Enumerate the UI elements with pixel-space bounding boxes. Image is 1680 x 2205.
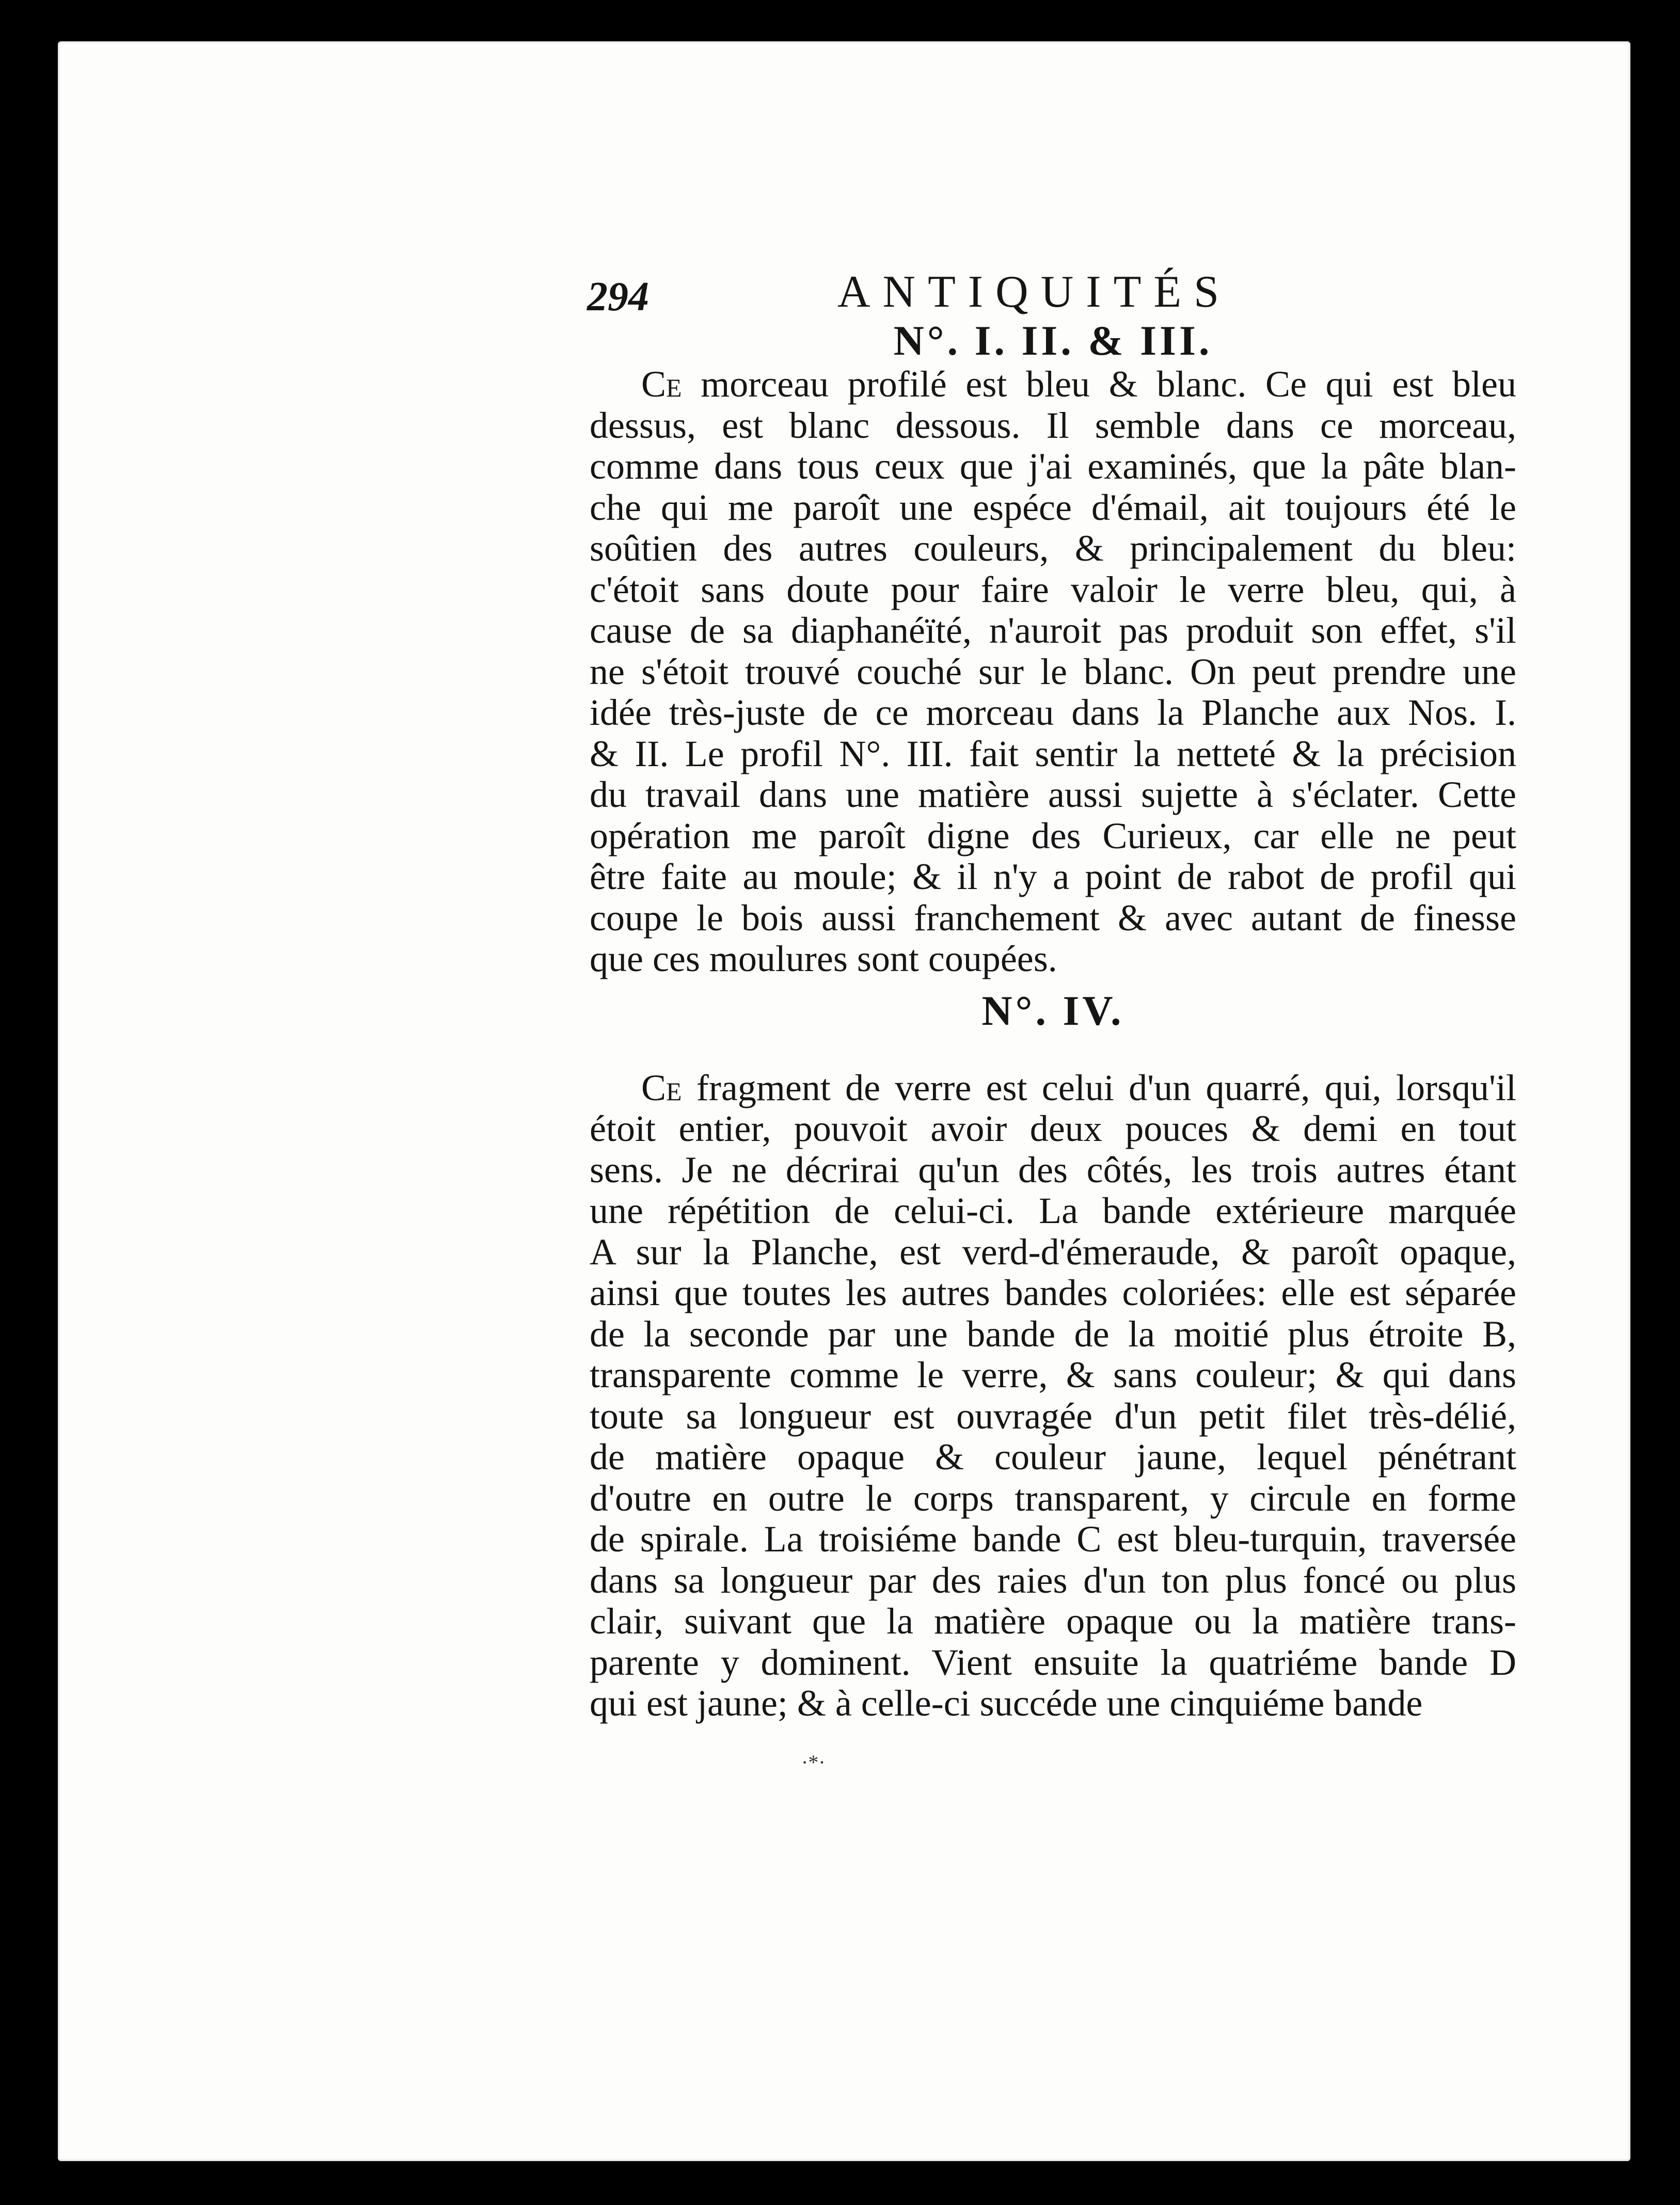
text-line <box>590 734 1516 775</box>
line-text: A sur la Planche, est verd-d'émeraude, & paroît opaque, <box>590 1231 1516 1273</box>
line-text: ainsi que toutes les autres bandes coloriées: elle est séparée <box>590 1272 1516 1313</box>
line-text: coupe le bois aussi franchement & avec autant de finesse <box>590 897 1516 939</box>
line-text: cause de sa diaphanéïté, n'auroit pas produit son effet, s'il <box>590 610 1516 651</box>
line-text: idée très-juste de ce morceau dans la Planche aux Nos. I. <box>590 692 1516 733</box>
text-line <box>590 1519 1516 1560</box>
section-heading: N°. IV. <box>981 987 1124 1034</box>
line-text: parente y dominent. Vient ensuite la quatriéme bande D <box>590 1641 1516 1683</box>
line-text: du travail dans une matière aussi sujette à s'éclater. Cette <box>590 774 1516 815</box>
text-line <box>590 569 1516 611</box>
text-line <box>590 1355 1516 1396</box>
running-head <box>587 261 1516 320</box>
text-line <box>590 1314 1516 1355</box>
line-text: une répétition de celui-ci. La bande extérieure marquée <box>590 1190 1516 1231</box>
text-line <box>590 1108 1516 1150</box>
line-text: de la seconde par une bande de la moitié plus étroite B, <box>590 1313 1516 1355</box>
text-line <box>590 1478 1516 1519</box>
text-line <box>590 446 1516 487</box>
text-line <box>590 1191 1516 1232</box>
line-text: qui est jaune; & à celle-ci succéde une cinquiéme bande <box>590 1683 1423 1724</box>
paragraph <box>590 364 1516 980</box>
text-line <box>590 1560 1516 1601</box>
text-line <box>590 487 1516 529</box>
text-line <box>590 692 1516 734</box>
line-text: & II. Le profil N°. III. fait sentir la netteté & la précision <box>590 733 1516 774</box>
line-text: transparente comme le verre, & sans couleur; & qui dans <box>590 1354 1516 1395</box>
line-text: sens. Je ne décrirai qu'un des côtés, les trois autres étant <box>590 1149 1516 1191</box>
text-line <box>590 939 1516 980</box>
paragraph-lead-word: Ce <box>641 363 682 405</box>
paragraph-lead-word: Ce <box>641 1067 682 1108</box>
text-line <box>590 1273 1516 1314</box>
text-block <box>587 261 1516 1724</box>
text-line <box>590 1150 1516 1191</box>
text-line <box>590 652 1516 693</box>
page-number: 294 <box>587 274 649 320</box>
line-text: que ces moulures sont coupées. <box>590 938 1057 979</box>
line-text: fragment de verre est celui d'un quarré, qui, lorsqu'il <box>681 1067 1516 1108</box>
book-page <box>58 41 1630 2161</box>
text-line <box>590 1232 1516 1273</box>
line-text: de spirale. La troisiéme bande C est bleu-turquin, traversée <box>590 1518 1516 1560</box>
text-line <box>590 364 1516 405</box>
line-text: toute sa longueur est ouvragée d'un petit filet très-délié, <box>590 1395 1516 1437</box>
text-line <box>590 774 1516 816</box>
line-text: c'étoit sans doute pour faire valoir le verre bleu, qui, à <box>590 568 1516 610</box>
line-text: opération me paroît digne des Curieux, car elle ne peut <box>590 815 1516 856</box>
text-line <box>590 1437 1516 1478</box>
paragraph <box>590 1068 1516 1724</box>
bottom-mark: ·*· <box>801 1751 826 1774</box>
line-text: de matière opaque & couleur jaune, lequel pénétrant <box>590 1436 1516 1478</box>
line-text: che qui me paroît une espéce d'émail, ait toujours été le <box>590 486 1516 528</box>
text-line <box>590 610 1516 652</box>
text-line <box>590 816 1516 857</box>
line-text: étoit entier, pouvoit avoir deux pouces & demi en tout <box>590 1108 1516 1149</box>
text-line <box>590 1683 1516 1724</box>
line-text: soûtien des autres couleurs, & principalement du bleu: <box>590 528 1516 569</box>
line-text: dans sa longueur par des raies d'un ton plus foncé ou plus <box>590 1559 1516 1601</box>
line-text: ne s'étoit trouvé couché sur le blanc. On peut prendre une <box>590 651 1516 692</box>
text-line <box>590 856 1516 898</box>
line-text: clair, suivant que la matière opaque ou la matière trans- <box>590 1600 1516 1642</box>
line-text: comme dans tous ceux que j'ai examinés, que la pâte blan- <box>590 446 1516 487</box>
running-title: ANTIQUITÉS <box>837 267 1232 317</box>
text-line <box>590 528 1516 569</box>
line-text: d'outre en outre le corps transparent, y circule en forme <box>590 1477 1516 1519</box>
text-line <box>590 898 1516 939</box>
text-line <box>590 1068 1516 1109</box>
text-line <box>590 405 1516 447</box>
line-text: dessus, est blanc dessous. Il semble dans ce morceau, <box>590 404 1516 446</box>
line-text: morceau profilé est bleu & blanc. Ce qui est bleu <box>681 363 1516 405</box>
section-heading: N°. I. II. & III. <box>893 317 1213 364</box>
text-line <box>590 1601 1516 1642</box>
line-text: être faite au moule; & il n'y a point de rabot de profil qui <box>590 856 1516 897</box>
text-line <box>590 1642 1516 1684</box>
text-line <box>590 1396 1516 1437</box>
